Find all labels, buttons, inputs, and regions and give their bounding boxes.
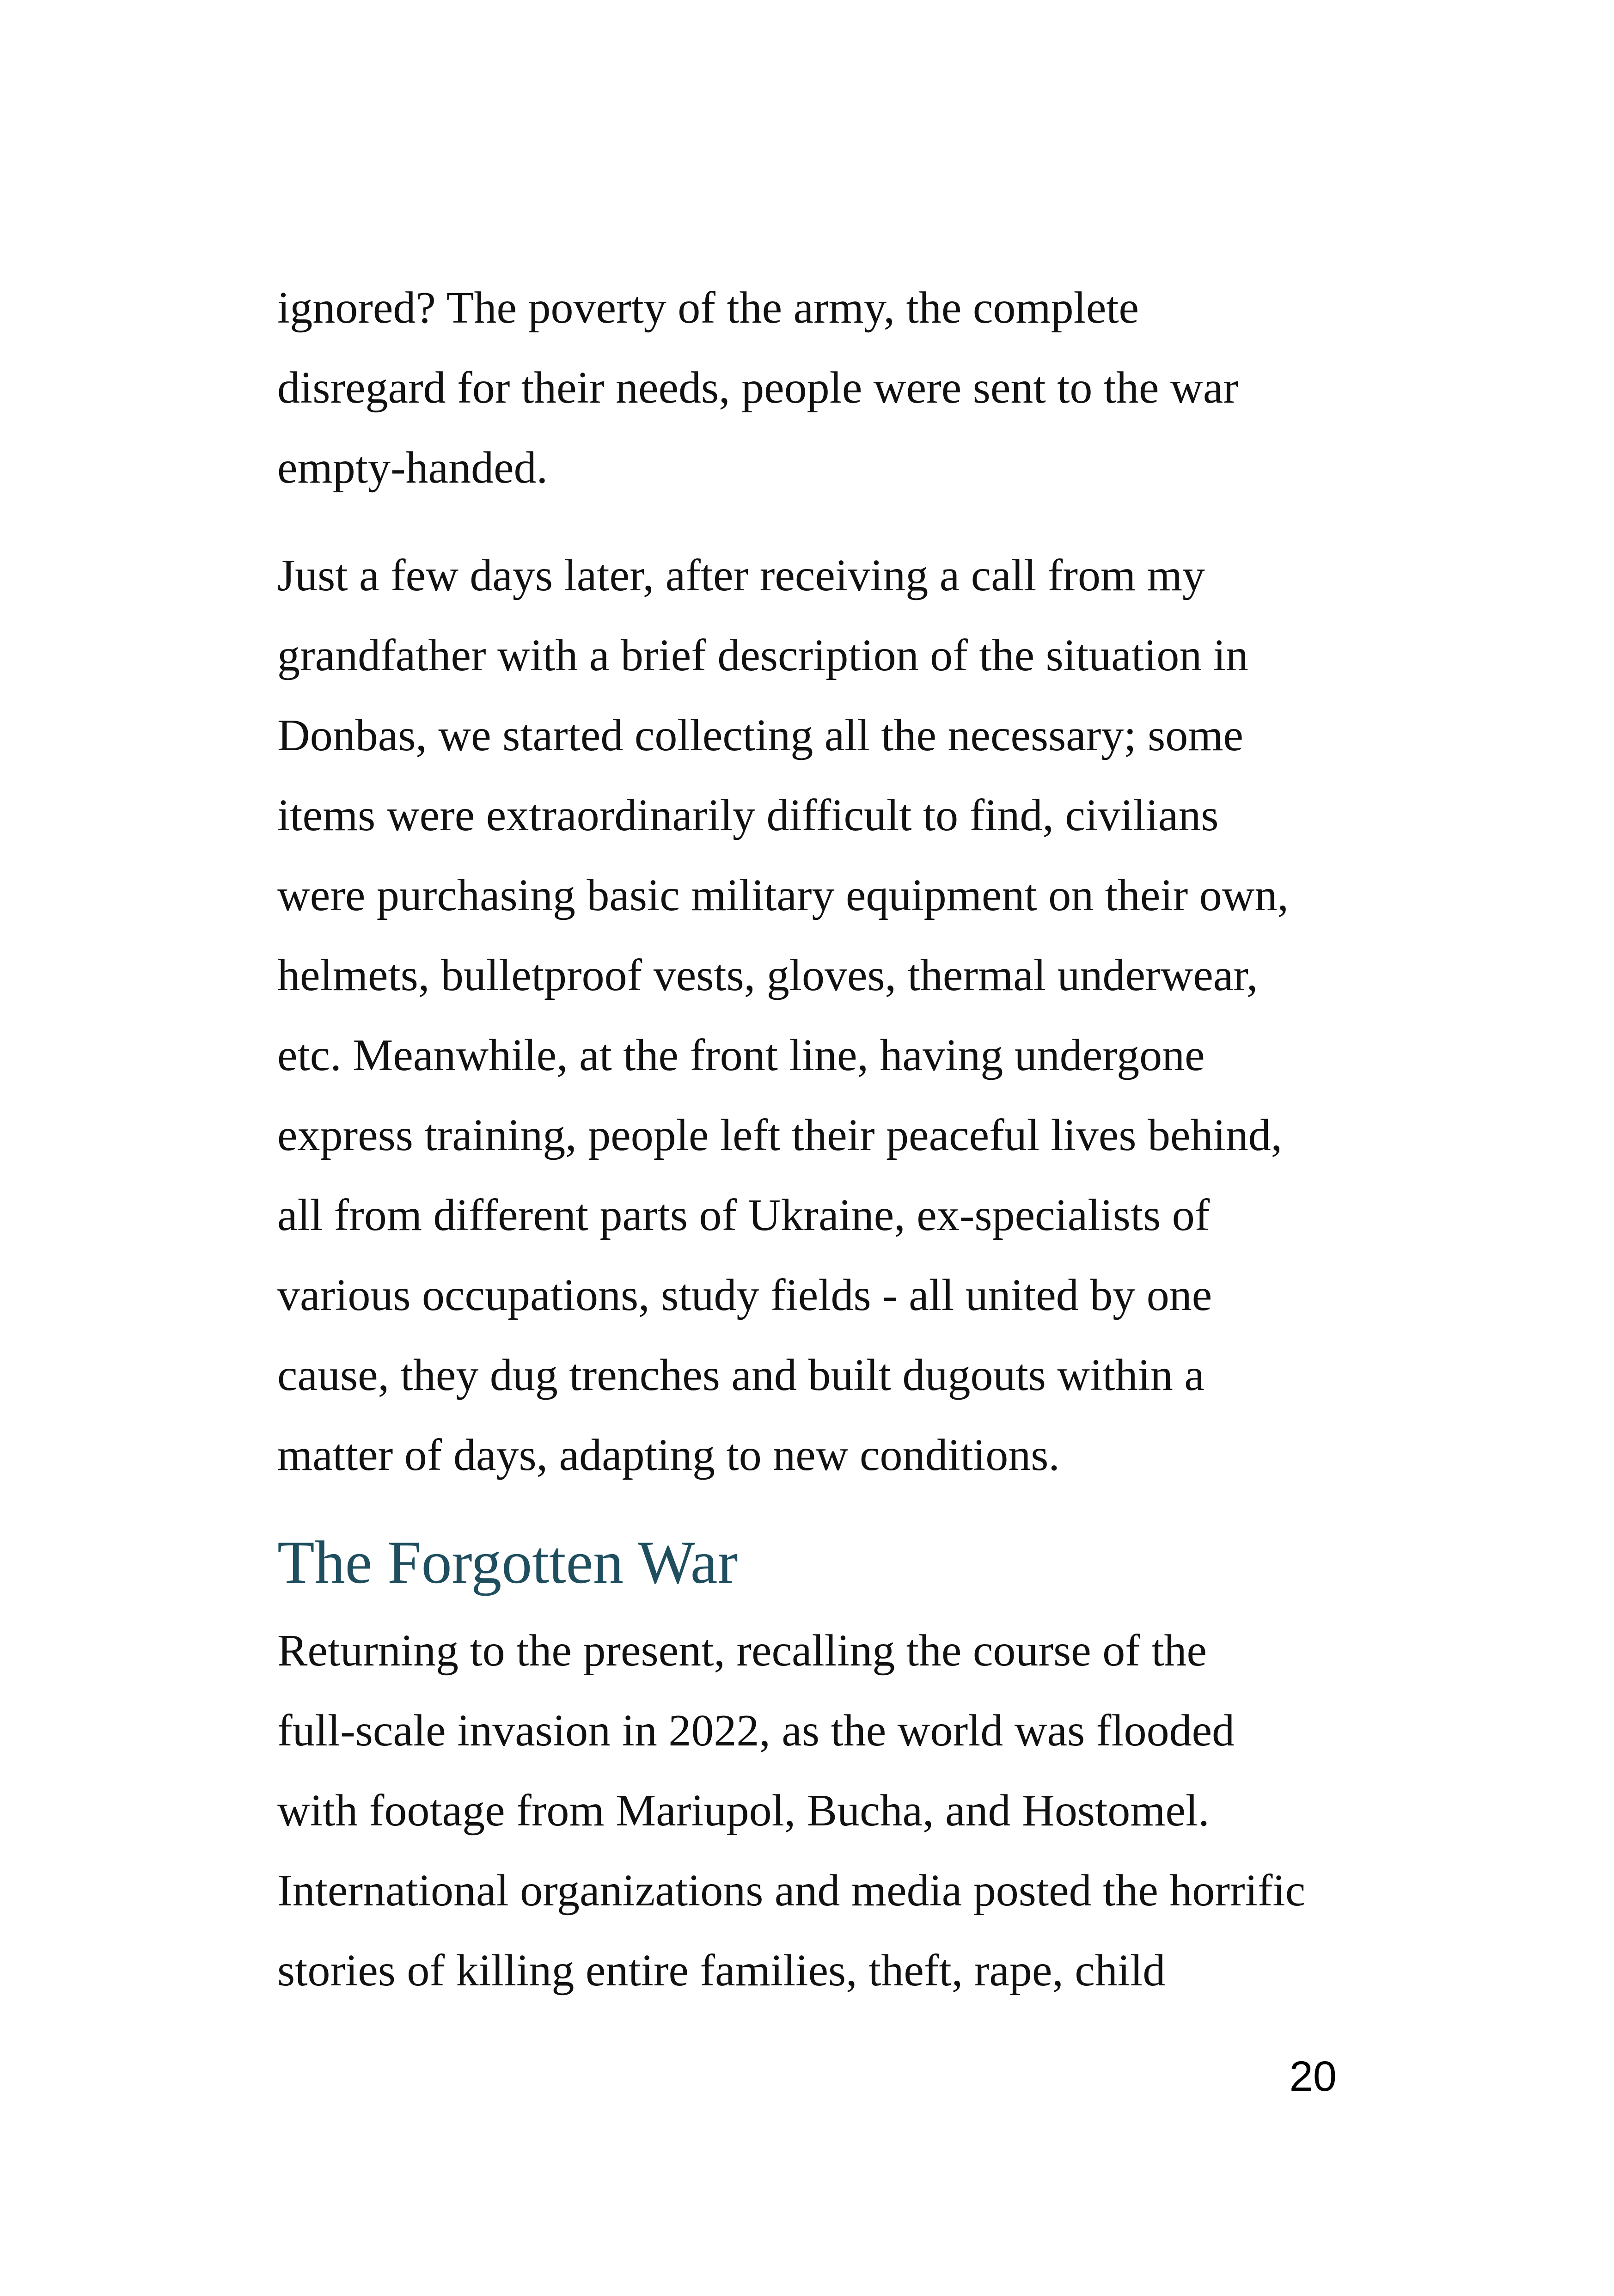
text-line: helmets, bulletproof vests, gloves, thermal underwear, [277,950,1258,1000]
page-number: 20 [1289,2053,1337,2100]
paragraph-front-line [277,536,1354,1495]
paragraph-present [277,1611,1354,2011]
text-line: empty-handed. [277,443,548,493]
text-line: grandfather with a brief description of the situation in [277,631,1248,680]
text-line: Just a few days later, after receiving a call from my [277,551,1205,600]
text-line: items were extraordinarily difficult to find, civilians [277,790,1219,840]
text-line: were purchasing basic military equipment on their own, [277,870,1289,920]
text-line: cause, they dug trenches and built dugouts within a [277,1350,1204,1400]
text-line: disregard for their needs, people were sent to the war [277,363,1238,413]
text-line: various occupations, study fields - all united by one [277,1270,1212,1320]
section-heading: The Forgotten War [277,1528,738,1596]
text-line: etc. Meanwhile, at the front line, having undergone [277,1030,1205,1080]
text-line: matter of days, adapting to new conditions. [277,1430,1060,1480]
text-line: Returning to the present, recalling the course of the [277,1626,1207,1676]
text-line: all from different parts of Ukraine, ex-specialists of [277,1190,1210,1240]
text-line: ignored? The poverty of the army, the complete [277,283,1139,333]
page-content [277,268,1354,2011]
text-line: stories of killing entire families, theft, rape, child [277,1946,1166,1996]
paragraph-continued [277,268,1354,508]
text-line: International organizations and media posted the horrific [277,1866,1306,1916]
text-line: with footage from Mariupol, Bucha, and Hostomel. [277,1786,1210,1836]
text-line: Donbas, we started collecting all the necessary; some [277,710,1243,760]
text-line: full-scale invasion in 2022, as the world was flooded [277,1706,1235,1756]
text-line: express training, people left their peaceful lives behind, [277,1110,1283,1160]
